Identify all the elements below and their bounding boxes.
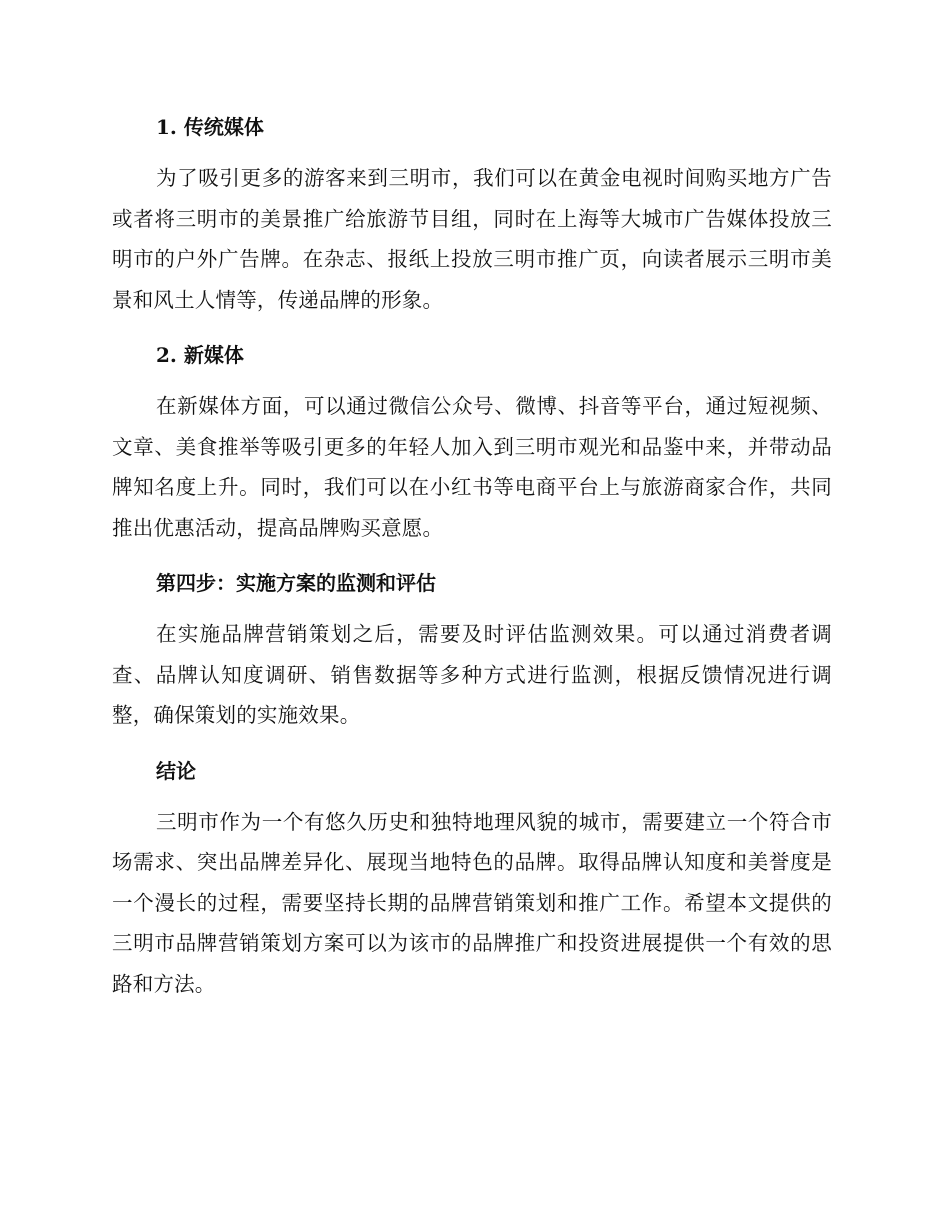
section-heading-traditional-media: 1. 传统媒体 bbox=[156, 115, 264, 139]
section-heading-step-four: 第四步：实施方案的监测和评估 bbox=[156, 571, 436, 595]
section-heading-conclusion: 结论 bbox=[156, 758, 196, 783]
document-page bbox=[112, 108, 832, 1020]
paragraph-conclusion: 三明市作为一个有悠久历史和独特地理风貌的城市，需要建立一个符合市场需求、突出品牌差异化、展现当地特色的品牌。取得品牌认知度和美誉度是一个漫长的过程，需要坚持长期的品牌营销策划和推广工作。希望本文提供的三明市品牌营销策划方案可以为该市的品牌推广和投资进展提供一个有效的思路和方法。 bbox=[112, 809, 832, 996]
paragraph-new-media: 在新媒体方面，可以通过微信公众号、微博、抖音等平台，通过短视频、文章、美食推举等吸引更多的年轻人加入到三明市观光和品鉴中来，并带动品牌知名度上升。同时，我们可以在小红书等电商平台上与旅游商家合作，共同推出优惠活动，提高品牌购买意愿。 bbox=[112, 394, 832, 540]
section-heading-new-media: 2. 新媒体 bbox=[156, 343, 244, 367]
paragraph-step-four: 在实施品牌营销策划之后，需要及时评估监测效果。可以通过消费者调查、品牌认知度调研、销售数据等多种方式进行监测，根据反馈情况进行调整，确保策划的实施效果。 bbox=[112, 622, 832, 727]
paragraph-traditional-media: 为了吸引更多的游客来到三明市，我们可以在黄金电视时间购买地方广告或者将三明市的美景推广给旅游节目组，同时在上海等大城市广告媒体投放三明市的户外广告牌。在杂志、报纸上投放三明市推广页，向读者展示三明市美景和风土人情等，传递品牌的形象。 bbox=[112, 166, 832, 312]
